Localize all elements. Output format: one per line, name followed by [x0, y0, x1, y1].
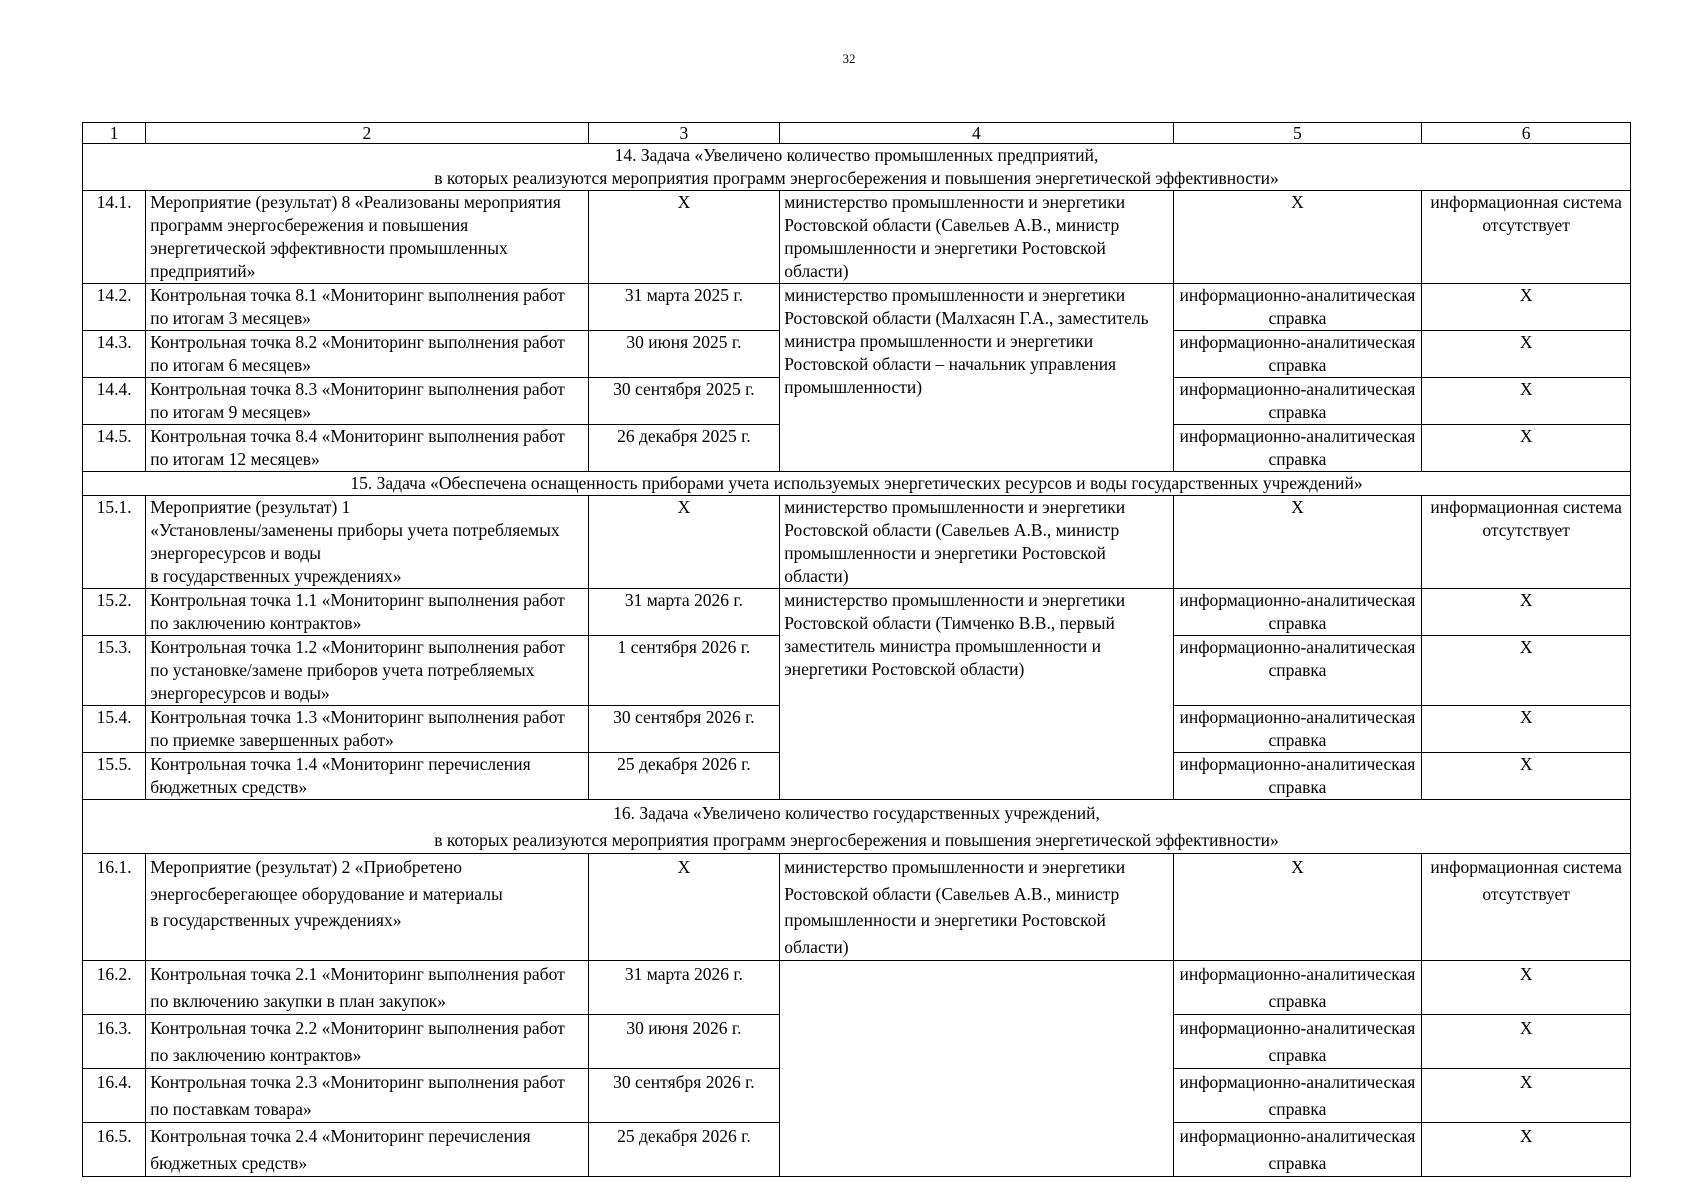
row-name: Контрольная точка 8.1 «Мониторинг выполнения работ по итогам 3 месяцев» [146, 284, 588, 331]
row-name: Мероприятие (результат) 2 «Приобретено энергосберегающее оборудование и материалы в государственных учреждениях» [146, 854, 588, 961]
row-date: 25 декабря 2026 г. [588, 1123, 780, 1177]
row-system: информационная система отсутствует [1422, 496, 1631, 589]
row-date: 26 декабря 2025 г. [588, 425, 780, 472]
row-date: 30 июня 2026 г. [588, 1015, 780, 1069]
table-row [83, 854, 1631, 961]
column-header: 1 [83, 123, 146, 144]
row-number: 16.3. [83, 1015, 146, 1069]
row-number: 16.2. [83, 961, 146, 1015]
task-14-title: 14. Задача «Увеличено количество промышленных предприятий, в которых реализуются мероприятия программ энергосбережения и повышения энергетической эффективности» [83, 144, 1631, 191]
row-name: Контрольная точка 2.2 «Мониторинг выполнения работ по заключению контрактов» [146, 1015, 588, 1069]
row-document: информационно-аналитическая справка [1173, 1015, 1422, 1069]
column-header: 2 [146, 123, 588, 144]
row-document: информационно-аналитическая справка [1173, 589, 1422, 636]
page-number: 32 [842, 51, 856, 66]
row-date: 31 марта 2026 г. [588, 961, 780, 1015]
row-document: информационно-аналитическая справка [1173, 706, 1422, 753]
row-name: Контрольная точка 2.1 «Мониторинг выполнения работ по включению закупки в план закупок» [146, 961, 588, 1015]
row-document: информационно-аналитическая справка [1173, 378, 1422, 425]
task-heading-row [83, 144, 1631, 191]
row-date: 25 декабря 2026 г. [588, 753, 780, 800]
group-responsible: министерство промышленности и энергетики Ростовской области (Малхасян Г.А., заместитель министра промышленности и энергетики Ростовской области – начальник управления промышленности) [780, 284, 1173, 472]
task-heading-row [83, 800, 1631, 854]
row-document: информационно-аналитическая справка [1173, 961, 1422, 1015]
table-row [83, 191, 1631, 284]
row-system: X [1422, 1015, 1631, 1069]
row-document: информационно-аналитическая справка [1173, 636, 1422, 706]
row-document: информационно-аналитическая справка [1173, 753, 1422, 800]
table-row [83, 589, 1631, 636]
row-date: 30 сентября 2026 г. [588, 706, 780, 753]
row-name: Контрольная точка 8.2 «Мониторинг выполнения работ по итогам 6 месяцев» [146, 331, 588, 378]
row-number: 16.1. [83, 854, 146, 961]
row-system: X [1422, 636, 1631, 706]
row-name: Контрольная точка 2.4 «Мониторинг перечисления бюджетных средств» [146, 1123, 588, 1177]
row-number: 15.3. [83, 636, 146, 706]
row-date: 1 сентября 2026 г. [588, 636, 780, 706]
row-date: X [588, 191, 780, 284]
row-system: X [1422, 378, 1631, 425]
group-responsible-empty [780, 961, 1173, 1177]
table-row [83, 961, 1631, 1015]
row-date: 31 марта 2026 г. [588, 589, 780, 636]
column-header-row [83, 123, 1631, 144]
row-document: информационно-аналитическая справка [1173, 1069, 1422, 1123]
row-date: X [588, 854, 780, 961]
row-name: Мероприятие (результат) 1 «Установлены/заменены приборы учета потребляемых энергоресурсов и воды в государственных учреждениях» [146, 496, 588, 589]
row-document: X [1173, 496, 1422, 589]
row-document: информационно-аналитическая справка [1173, 1123, 1422, 1177]
row-system: X [1422, 331, 1631, 378]
row-system: X [1422, 425, 1631, 472]
row-system: X [1422, 284, 1631, 331]
row-name: Мероприятие (результат) 8 «Реализованы мероприятия программ энергосбережения и повышения энергетической эффективности промышленных предприятий» [146, 191, 588, 284]
row-responsible: министерство промышленности и энергетики Ростовской области (Савельев А.В., министр промышленности и энергетики Ростовской области) [780, 496, 1173, 589]
row-system: X [1422, 706, 1631, 753]
row-name: Контрольная точка 1.2 «Мониторинг выполнения работ по установке/замене приборов учета потребляемых энергоресурсов и воды» [146, 636, 588, 706]
row-responsible: министерство промышленности и энергетики Ростовской области (Савельев А.В., министр промышленности и энергетики Ростовской области) [780, 854, 1173, 961]
group-responsible: министерство промышленности и энергетики Ростовской области (Тимченко В.В., первый заместитель министра промышленности и энергетики Ростовской области) [780, 589, 1173, 800]
row-name: Контрольная точка 1.3 «Мониторинг выполнения работ по приемке завершенных работ» [146, 706, 588, 753]
row-number: 16.5. [83, 1123, 146, 1177]
row-date: X [588, 496, 780, 589]
row-number: 14.4. [83, 378, 146, 425]
row-system: информационная система отсутствует [1422, 854, 1631, 961]
column-header: 4 [780, 123, 1173, 144]
row-name: Контрольная точка 8.3 «Мониторинг выполнения работ по итогам 9 месяцев» [146, 378, 588, 425]
row-system: информационная система отсутствует [1422, 191, 1631, 284]
row-number: 14.2. [83, 284, 146, 331]
task-16-title: 16. Задача «Увеличено количество государственных учреждений, в которых реализуются мероприятия программ энергосбережения и повышения энергетической эффективности» [83, 800, 1631, 854]
row-number: 14.1. [83, 191, 146, 284]
row-number: 15.4. [83, 706, 146, 753]
row-number: 14.5. [83, 425, 146, 472]
column-header: 6 [1422, 123, 1631, 144]
row-document: X [1173, 854, 1422, 961]
row-name: Контрольная точка 8.4 «Мониторинг выполнения работ по итогам 12 месяцев» [146, 425, 588, 472]
row-number: 15.5. [83, 753, 146, 800]
row-name: Контрольная точка 1.4 «Мониторинг перечисления бюджетных средств» [146, 753, 588, 800]
row-date: 30 июня 2025 г. [588, 331, 780, 378]
row-date: 30 сентября 2025 г. [588, 378, 780, 425]
row-system: X [1422, 1123, 1631, 1177]
plan-table [82, 122, 1631, 1177]
row-number: 14.3. [83, 331, 146, 378]
column-header: 5 [1173, 123, 1422, 144]
row-system: X [1422, 589, 1631, 636]
row-system: X [1422, 753, 1631, 800]
row-system: X [1422, 1069, 1631, 1123]
row-responsible: министерство промышленности и энергетики Ростовской области (Савельев А.В., министр промышленности и энергетики Ростовской области) [780, 191, 1173, 284]
row-name: Контрольная точка 2.3 «Мониторинг выполнения работ по поставкам товара» [146, 1069, 588, 1123]
column-header: 3 [588, 123, 780, 144]
row-document: информационно-аналитическая справка [1173, 331, 1422, 378]
row-system: X [1422, 961, 1631, 1015]
row-number: 15.1. [83, 496, 146, 589]
row-date: 31 марта 2025 г. [588, 284, 780, 331]
task-15-title: 15. Задача «Обеспечена оснащенность приборами учета используемых энергетических ресурсов и воды государственных учреждений» [83, 472, 1631, 496]
row-document: X [1173, 191, 1422, 284]
table-row [83, 284, 1631, 331]
table-row [83, 496, 1631, 589]
row-number: 15.2. [83, 589, 146, 636]
row-document: информационно-аналитическая справка [1173, 284, 1422, 331]
row-document: информационно-аналитическая справка [1173, 425, 1422, 472]
row-number: 16.4. [83, 1069, 146, 1123]
task-heading-row [83, 472, 1631, 496]
row-date: 30 сентября 2026 г. [588, 1069, 780, 1123]
row-name: Контрольная точка 1.1 «Мониторинг выполнения работ по заключению контрактов» [146, 589, 588, 636]
